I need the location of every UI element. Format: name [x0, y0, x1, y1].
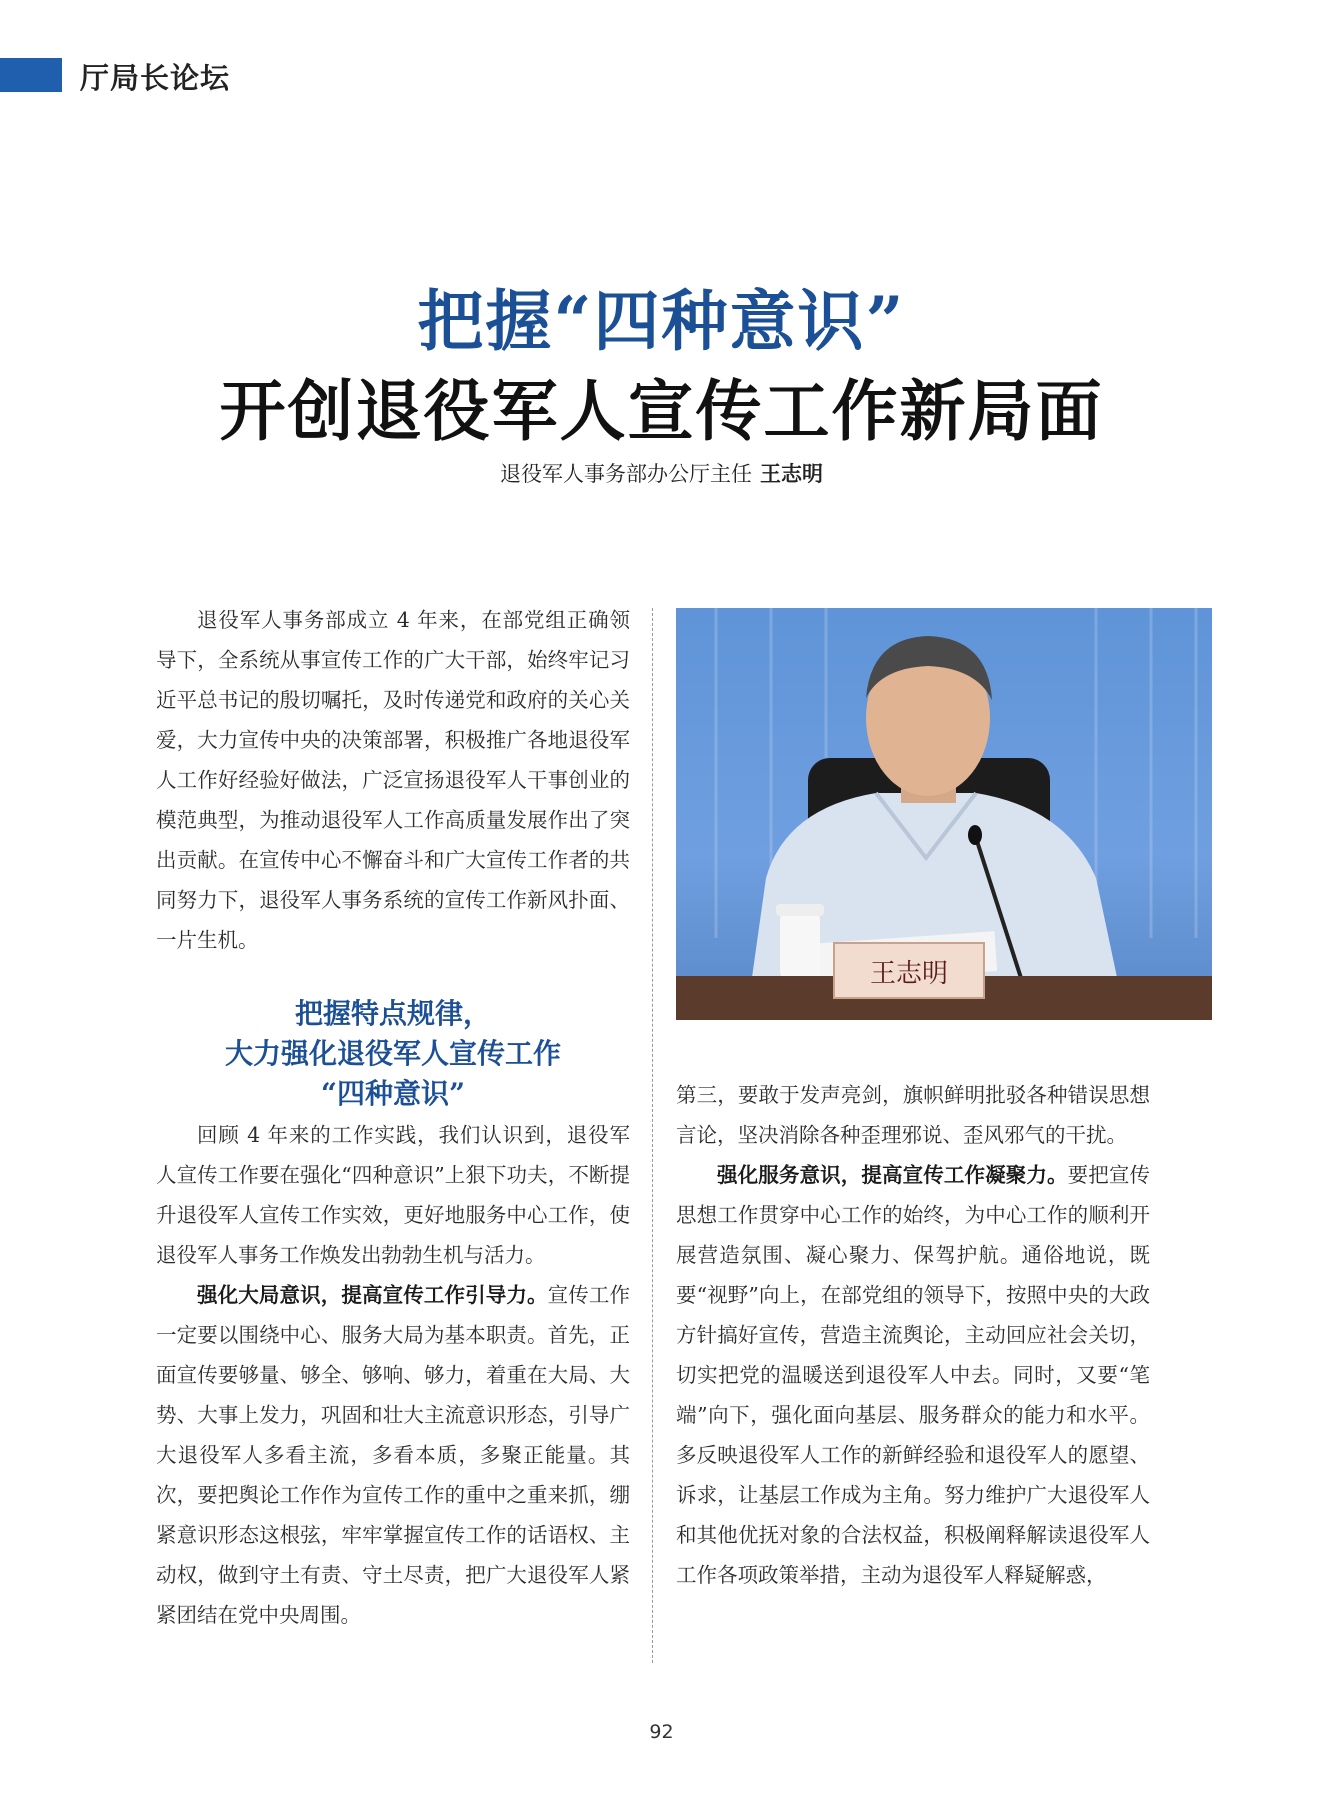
- section-heading-line1: 把握特点规律，: [294, 997, 491, 1030]
- byline: [0, 458, 1323, 488]
- article-title-line2: 开创退役军人宣传工作新局面: [219, 372, 1104, 450]
- body-paragraph: [156, 1275, 630, 1635]
- section-heading-line2: 大力强化退役军人宣传工作: [224, 1037, 561, 1070]
- paragraph-lead: 强化服务意识，提高宣传工作凝聚力。: [717, 1163, 1068, 1187]
- section-heading-line3: “四种意识”: [320, 1077, 466, 1110]
- paragraph-text: 要把宣传思想工作贯穿中心工作的始终，为中心工作的顺利开展营造氛围、凝心聚力、保驾护航。通俗地说，既要“视野”向上，在部党组的领导下，按照中央的大政方针搞好宣传，营造主流舆论，主动回应社会关切，切实把党的温暖送到退役军人中去。同时，又要“笔端”向下，强化面向基层、服务群众的能力和水平。多反映退役军人工作的新鲜经验和退役军人的愿望、诉求，让基层工作成为主角。努力维护广大退役军人和其他优抚对象的合法权益，积极阐释解读退役军人工作各项政策举措，主动为退役军人释疑解惑，: [676, 1163, 1150, 1587]
- paragraph-text: 宣传工作一定要以围绕中心、服务大局为基本职责。首先，正面宣传要够量、够全、够响、够力，着重在大局、大势、大事上发力，巩固和壮大主流意识形态，引导广大退役军人多看主流，多看本质，多聚正能量。其次，要把舆论工作作为宣传工作的重中之重来抓，绷紧意识形态这根弦，牢牢掌握宣传工作的话语权、主动权，做到守土有责、守土尽责，把广大退役军人紧紧团结在党中央周围。: [156, 1283, 630, 1627]
- nameplate-text: 王志明: [869, 959, 949, 989]
- author-name: 王志明: [760, 462, 823, 486]
- right-body-column: [676, 1075, 1150, 1595]
- paragraph-lead: 强化大局意识，提高宣传工作引导力。: [197, 1283, 548, 1307]
- body-paragraph: 第三，要敢于发声亮剑，旗帜鲜明批驳各种错误思想言论，坚决消除各种歪理邪说、歪风邪气的干扰。: [676, 1083, 1150, 1147]
- left-body-column: [156, 1115, 630, 1635]
- article-title-line1: 把握“四种意识”: [417, 282, 906, 360]
- body-paragraph: [676, 1155, 1150, 1595]
- section-accent-bar: [0, 58, 62, 92]
- column-divider: [652, 608, 653, 1663]
- author-position: 退役军人事务部办公厅主任: [500, 462, 752, 486]
- intro-paragraph: 退役军人事务部成立 4 年来，在部党组正确领导下，全系统从事宣传工作的广大干部，始终牢记习近平总书记的殷切嘱托，及时传递党和政府的关心关爱，大力宣传中央的决策部署，积极推广各地退役军人工作好经验好做法，广泛宣扬退役军人干事创业的模范典型，为推动退役军人工作高质量发展作出了突出贡献。在宣传中心不懈奋斗和广大宣传工作者的共同努力下，退役军人事务系统的宣传工作新风扑面、一片生机。: [156, 608, 630, 952]
- intro-column: [156, 600, 630, 960]
- speaker-photo: [676, 608, 1212, 1020]
- section-heading: [156, 994, 630, 1114]
- section-label: 厅局长论坛: [80, 61, 231, 95]
- page-number: 92: [649, 1721, 674, 1743]
- speaker-photo-illustration: [676, 608, 1212, 1020]
- body-paragraph: 回顾 4 年来的工作实践，我们认识到，退役军人宣传工作要在强化“四种意识”上狠下功夫，不断提升退役军人宣传工作实效，更好地服务中心工作，使退役军人事务工作焕发出勃勃生机与活力。: [156, 1123, 630, 1267]
